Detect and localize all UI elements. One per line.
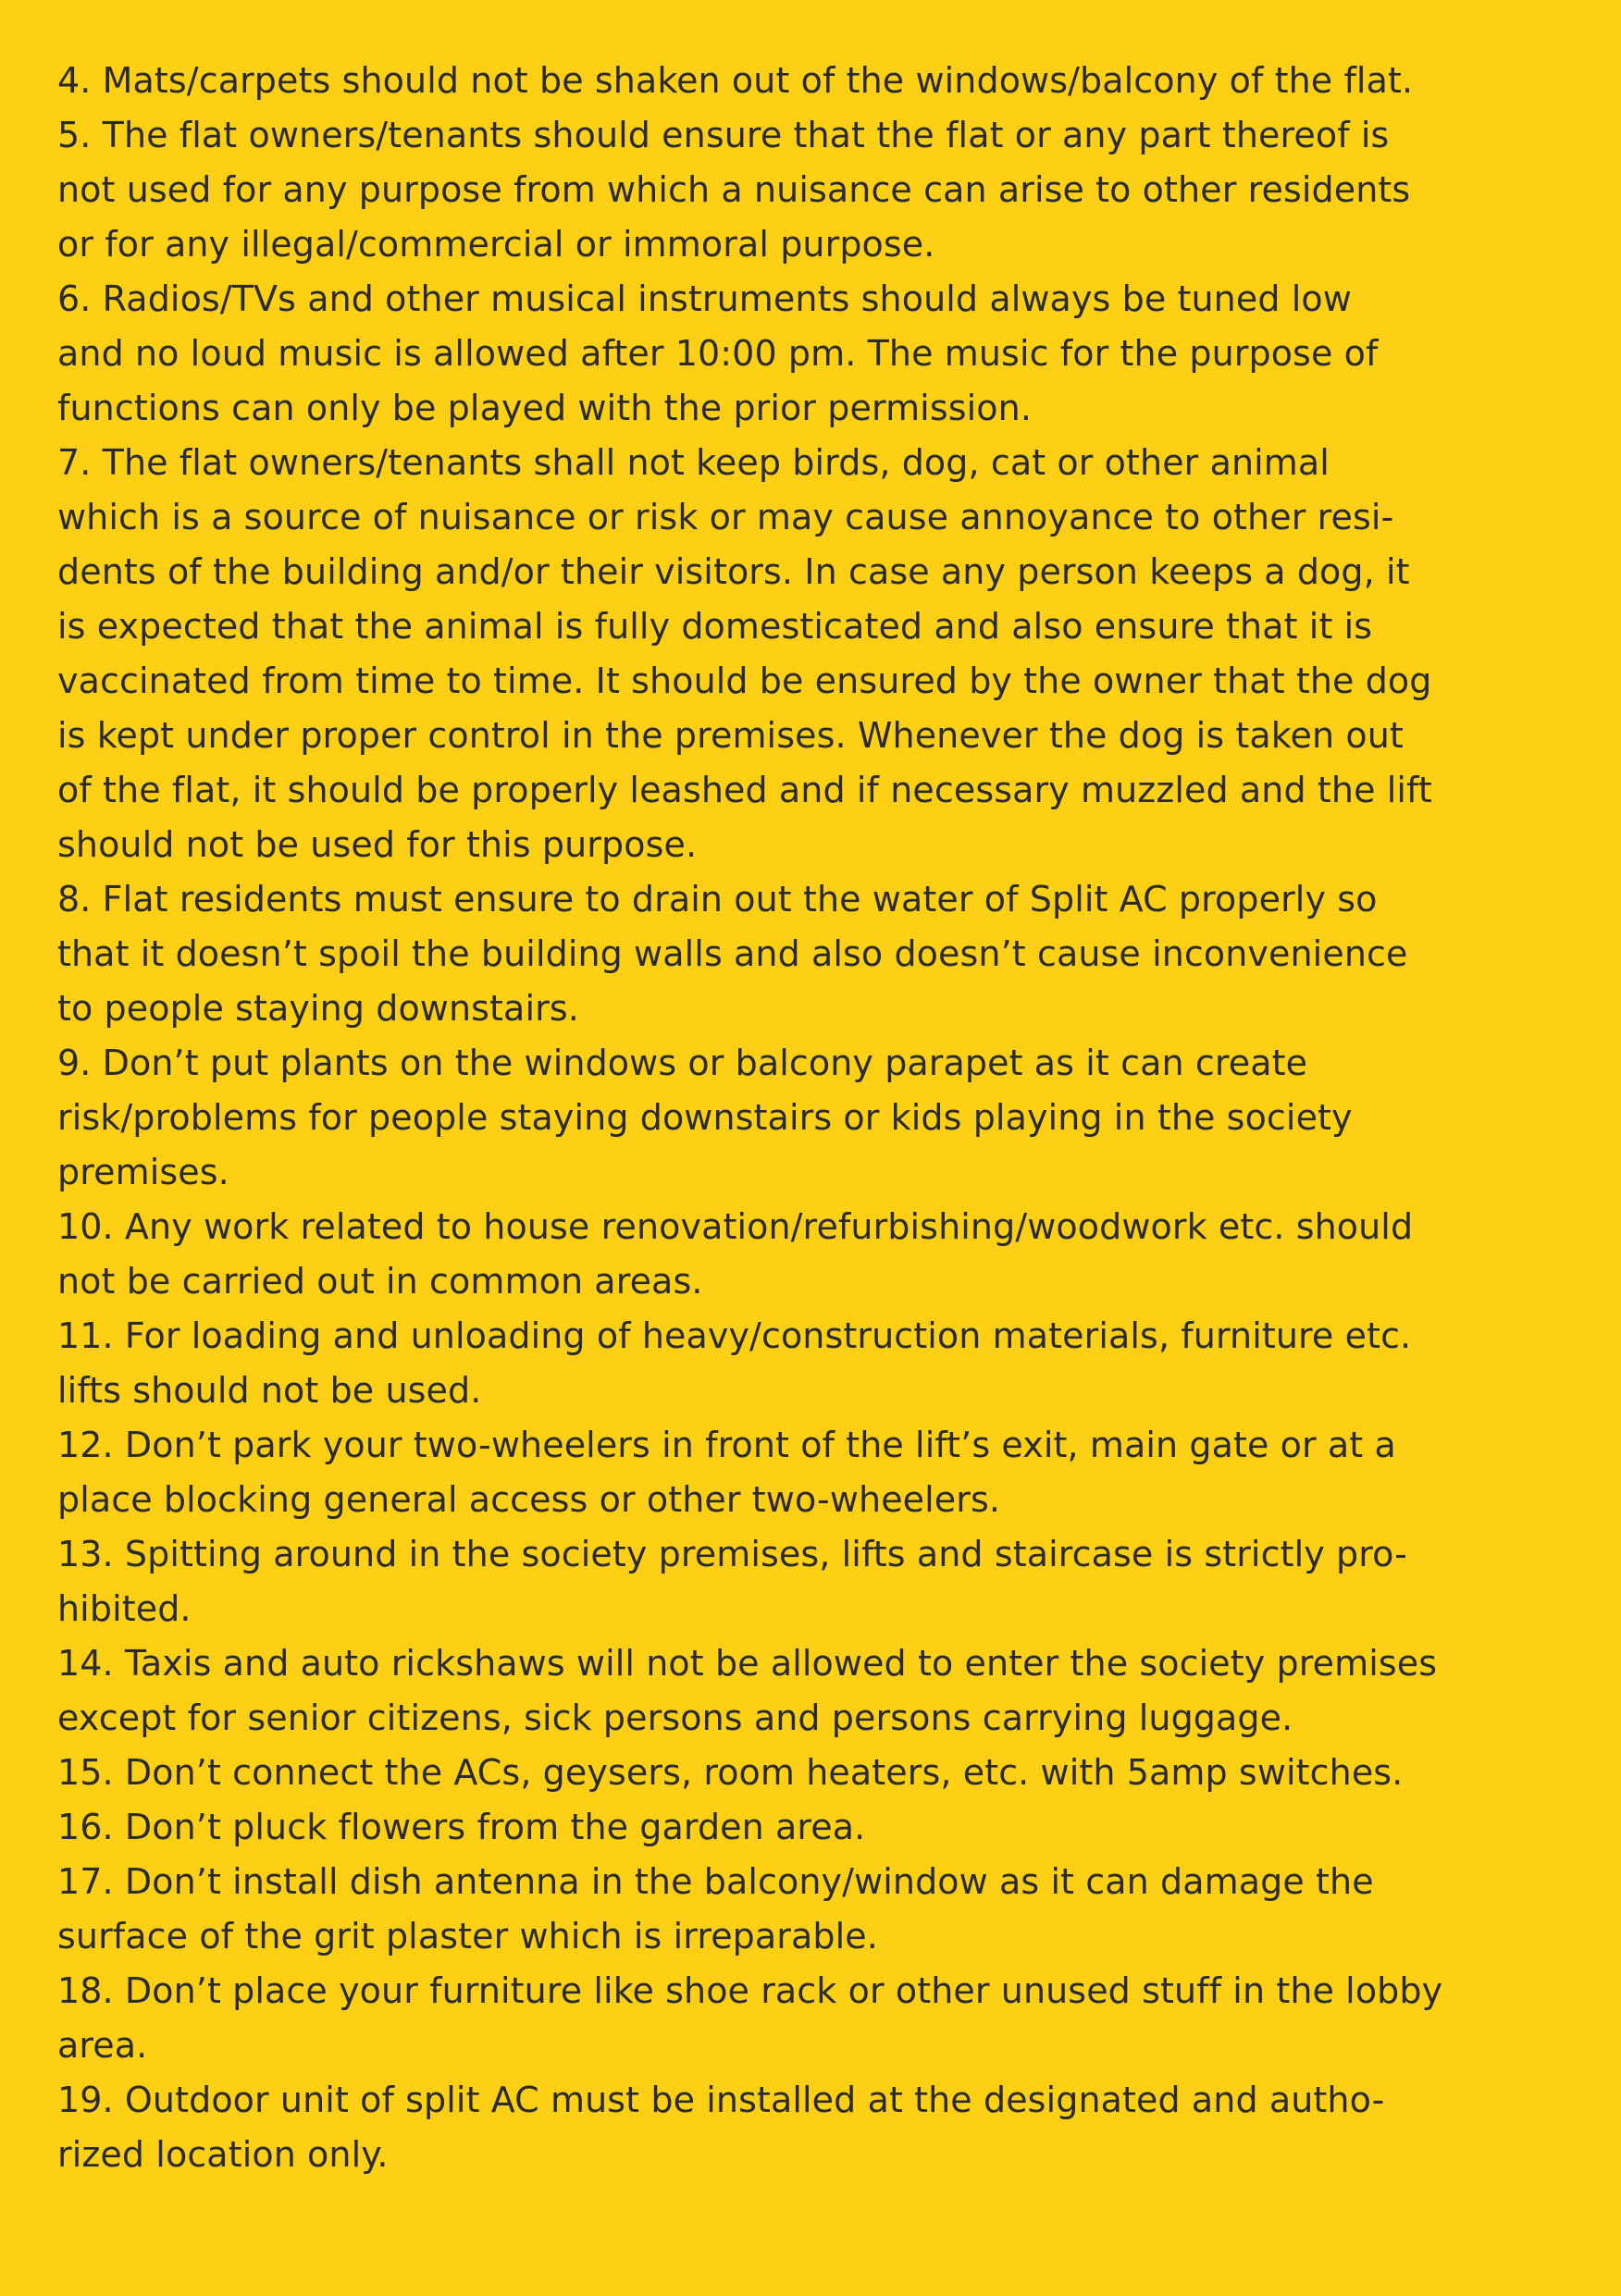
rule-text-line: 11. For loading and unloading of heavy/construction materials, furniture etc. [57, 1315, 1412, 1356]
rule-text-line: vaccinated from time to time. It should be ensured by the owner that the dog [57, 660, 1432, 701]
rule-text-line: and no loud music is allowed after 10:00 pm. The music for the purpose of [57, 333, 1379, 374]
rule-text-line: 7. The flat owners/tenants shall not keep birds, dog, cat or other animal [57, 442, 1330, 483]
rule-item [57, 54, 1575, 108]
rule-text-line: hibited. [57, 1588, 192, 1629]
rule-item [57, 1800, 1575, 1855]
rule-text-line: 17. Don’t install dish antenna in the balcony/window as it can damage the [57, 1861, 1374, 1902]
rule-text-line: premises. [57, 1152, 229, 1192]
rule-text-line: should not be used for this purpose. [57, 824, 698, 865]
rule-item [57, 108, 1575, 272]
rule-text-line: 19. Outdoor unit of split AC must be installed at the designated and autho- [57, 2080, 1385, 2120]
rule-text-line: of the flat, it should be properly leashed and if necessary muzzled and the lift [57, 770, 1432, 810]
rule-text-line: 8. Flat residents must ensure to drain out the water of Split AC properly so [57, 879, 1378, 920]
rule-text-line: 6. Radios/TVs and other musical instruments should always be tuned low [57, 278, 1352, 319]
rule-text-line: to people staying downstairs. [57, 988, 579, 1029]
rules-list [57, 54, 1575, 2182]
rule-text-line: 18. Don’t place your furniture like shoe rack or other unused stuff in the lobby [57, 1970, 1443, 2011]
rule-text-line: 5. The flat owners/tenants should ensure that the flat or any part thereof is [57, 115, 1390, 155]
rule-item [57, 1309, 1575, 1418]
rule-text-line: not used for any purpose from which a nuisance can arise to other residents [57, 169, 1411, 210]
rule-text-line: risk/problems for people staying downstairs or kids playing in the society [57, 1097, 1353, 1138]
rule-item [57, 1855, 1575, 1964]
rule-text-line: functions can only be played with the prior permission. [57, 388, 1033, 428]
rule-item [57, 436, 1575, 872]
rule-item [57, 2073, 1575, 2182]
rule-text-line: is kept under proper control in the premises. Whenever the dog is taken out [57, 715, 1404, 756]
rule-text-line: is expected that the animal is fully domesticated and also ensure that it is [57, 606, 1373, 647]
rule-text-line: 10. Any work related to house renovation/refurbishing/woodwork etc. should [57, 1206, 1414, 1247]
rule-text-line: 15. Don’t connect the ACs, geysers, room heaters, etc. with 5amp switches. [57, 1752, 1404, 1793]
rule-text-line: dents of the building and/or their visitors. In case any person keeps a dog, it [57, 551, 1410, 592]
rule-item [57, 872, 1575, 1036]
rule-text-line: not be carried out in common areas. [57, 1261, 703, 1302]
rule-item [57, 1036, 1575, 1200]
rule-text-line: 14. Taxis and auto rickshaws will not be allowed to enter the society premises [57, 1643, 1438, 1684]
rule-item [57, 1746, 1575, 1800]
rule-text-line: 4. Mats/carpets should not be shaken out of the windows/balcony of the flat. [57, 60, 1414, 101]
rule-text-line: 16. Don’t pluck flowers from the garden area. [57, 1807, 866, 1847]
rule-item [57, 1636, 1575, 1746]
rule-item [57, 1964, 1575, 2073]
rule-item [57, 1527, 1575, 1636]
rule-text-line: place blocking general access or other two-wheelers. [57, 1479, 1001, 1520]
rule-item [57, 272, 1575, 436]
rule-text-line: area. [57, 2025, 148, 2066]
rule-item [57, 1418, 1575, 1527]
rule-text-line: 9. Don’t put plants on the windows or balcony parapet as it can create [57, 1043, 1308, 1083]
rule-text-line: that it doesn’t spoil the building walls and also doesn’t cause inconvenience [57, 933, 1408, 974]
rule-text-line: lifts should not be used. [57, 1370, 482, 1411]
rule-text-line: which is a source of nuisance or risk or may cause annoyance to other resi- [57, 497, 1394, 537]
rule-text-line: or for any illegal/commercial or immoral purpose. [57, 224, 935, 265]
rule-text-line: rized location only. [57, 2134, 389, 2175]
rule-item [57, 1200, 1575, 1309]
rule-text-line: surface of the grit plaster which is irreparable. [57, 1916, 878, 1957]
rule-text-line: except for senior citizens, sick persons and persons carrying luggage. [57, 1697, 1293, 1738]
rule-text-line: 12. Don’t park your two-wheelers in front of the lift’s exit, main gate or at a [57, 1425, 1396, 1465]
rule-text-line: 13. Spitting around in the society premises, lifts and staircase is strictly pro- [57, 1534, 1407, 1574]
